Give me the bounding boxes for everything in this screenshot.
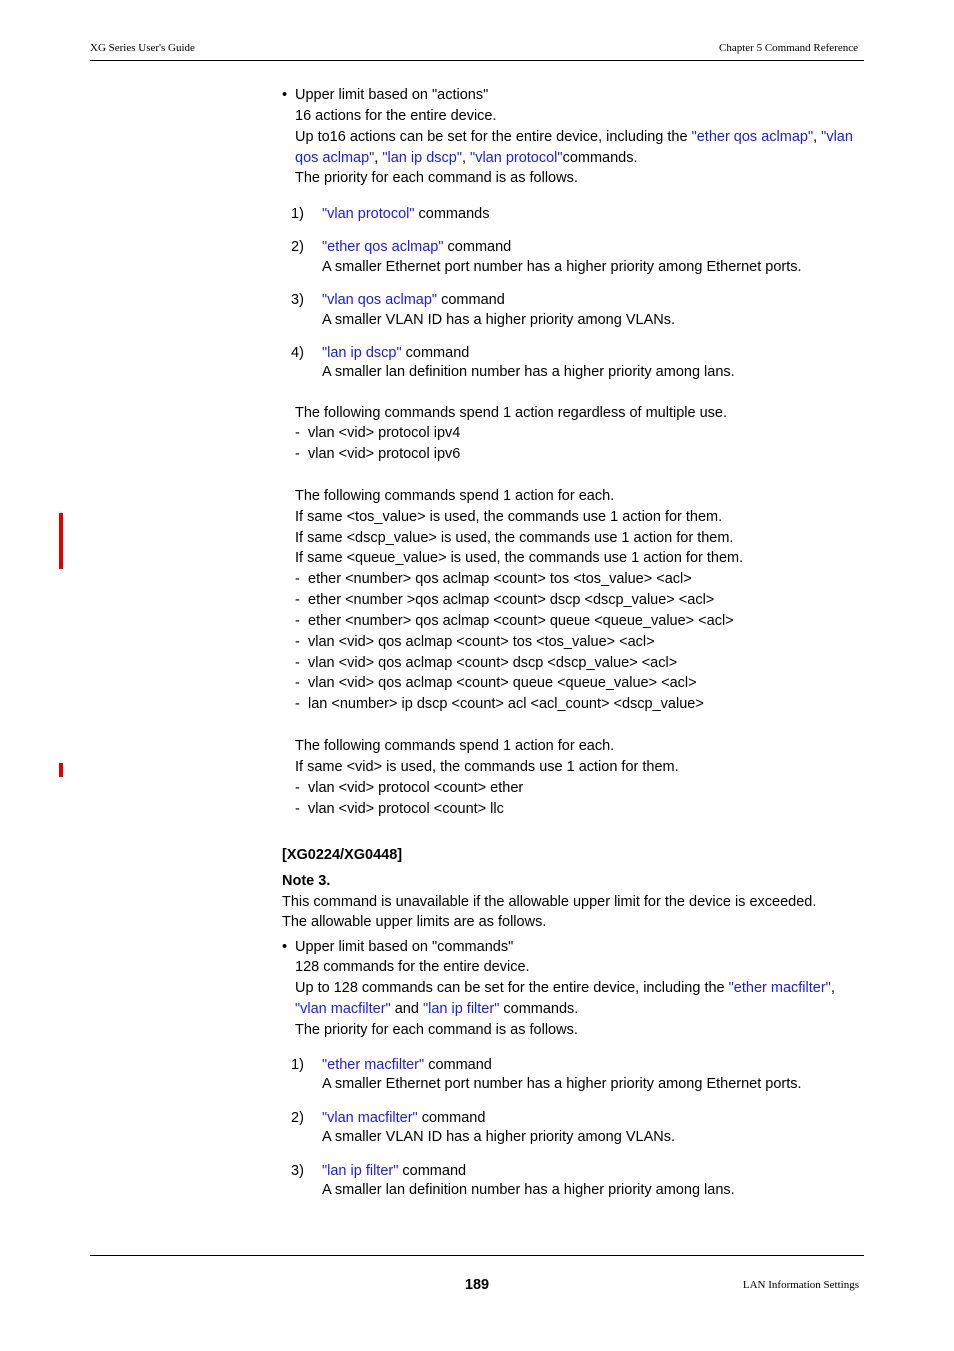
dash-marker: - xyxy=(295,634,300,650)
bullet-marker: • xyxy=(282,939,288,955)
dash-marker: - xyxy=(295,613,300,629)
link-vlan-macfilter[interactable]: "vlan macfilter" xyxy=(322,1110,418,1126)
list-item-desc: A smaller lan definition number has a higher priority among lans. xyxy=(322,1182,735,1198)
change-bar xyxy=(59,513,63,569)
command-item: ether <number> qos aclmap <count> queue <queue_value> <acl> xyxy=(308,613,734,629)
command-item: vlan <vid> qos aclmap <count> tos <tos_value> <acl> xyxy=(308,634,655,650)
list-item: "lan ip filter" command xyxy=(322,1163,467,1179)
list-item-desc: A smaller VLAN ID has a higher priority among VLANs. xyxy=(322,1129,675,1145)
dash-marker: - xyxy=(295,425,300,441)
note-title: Note 3. xyxy=(282,873,331,889)
dash-marker: - xyxy=(295,780,300,796)
command-item: vlan <vid> protocol ipv6 xyxy=(308,446,461,462)
list-item-desc: A smaller Ethernet port number has a higher priority among Ethernet ports. xyxy=(322,1076,802,1092)
dash-marker: - xyxy=(295,592,300,608)
command-item: vlan <vid> protocol <count> llc xyxy=(308,801,504,817)
link-lan-ip-filter[interactable]: "lan ip filter" xyxy=(322,1163,399,1179)
dash-marker: - xyxy=(295,801,300,817)
link-ether-qos-aclmap[interactable]: "ether qos aclmap" xyxy=(691,129,814,145)
list-number: 2) xyxy=(291,1110,304,1126)
body-text: Up to 128 commands can be set for the entire device, including the "ether macfilter", xyxy=(295,980,835,996)
list-item: "vlan protocol" commands xyxy=(322,206,490,222)
command-item: ether <number> qos aclmap <count> tos <tos_value> <acl> xyxy=(308,571,692,587)
group-note: If same <dscp_value> is used, the commands use 1 action for them. xyxy=(295,530,734,546)
body-text: "vlan macfilter" and "lan ip filter" commands. xyxy=(295,1001,579,1017)
group-intro: The following commands spend 1 action for each. xyxy=(295,488,615,504)
group-note: If same <vid> is used, the commands use 1 action for them. xyxy=(295,759,679,775)
list-number: 1) xyxy=(291,206,304,222)
change-bar xyxy=(59,763,63,777)
dash-marker: - xyxy=(295,675,300,691)
body-text: 16 actions for the entire device. xyxy=(295,108,497,124)
link-ether-qos-aclmap[interactable]: "ether qos aclmap" xyxy=(322,239,444,255)
body-text: 128 commands for the entire device. xyxy=(295,959,530,975)
link-lan-ip-dscp[interactable]: "lan ip dscp" xyxy=(322,345,402,361)
link-vlan-qos-aclmap[interactable]: qos aclmap" xyxy=(295,150,375,166)
dash-marker: - xyxy=(295,696,300,712)
link-vlan-protocol[interactable]: "vlan protocol" xyxy=(470,150,563,166)
link-vlan-protocol[interactable]: "vlan protocol" xyxy=(322,206,415,222)
link-vlan-qos-aclmap[interactable]: "vlan xyxy=(821,129,853,145)
body-text: The priority for each command is as follows. xyxy=(295,1022,578,1038)
group-note: If same <tos_value> is used, the commands use 1 action for them. xyxy=(295,509,723,525)
bullet-title: Upper limit based on "commands" xyxy=(295,939,514,955)
running-header-left: XG Series User's Guide xyxy=(90,42,195,54)
page-number: 189 xyxy=(464,1277,490,1293)
link-vlan-macfilter[interactable]: "vlan macfilter" xyxy=(295,1001,391,1017)
command-item: vlan <vid> qos aclmap <count> queue <queue_value> <acl> xyxy=(308,675,697,691)
list-item-desc: A smaller Ethernet port number has a higher priority among Ethernet ports. xyxy=(322,259,802,275)
link-ether-macfilter[interactable]: "ether macfilter" xyxy=(322,1057,425,1073)
list-item-desc: A smaller VLAN ID has a higher priority among VLANs. xyxy=(322,312,675,328)
model-heading: [XG0224/XG0448] xyxy=(282,847,403,863)
group-intro: The following commands spend 1 action for each. xyxy=(295,738,615,754)
list-item: "ether macfilter" command xyxy=(322,1057,492,1073)
list-number: 1) xyxy=(291,1057,304,1073)
dash-marker: - xyxy=(295,446,300,462)
list-item: "ether qos aclmap" command xyxy=(322,239,512,255)
running-header-right: Chapter 5 Command Reference xyxy=(719,42,858,54)
list-item: "vlan macfilter" command xyxy=(322,1110,486,1126)
note-text: This command is unavailable if the allowable upper limit for the device is exceeded. xyxy=(282,894,817,910)
footer-rule xyxy=(90,1255,864,1256)
command-item: lan <number> ip dscp <count> acl <acl_count> <dscp_value> xyxy=(308,696,704,712)
link-lan-ip-dscp[interactable]: "lan ip dscp" xyxy=(382,150,462,166)
list-item-desc: A smaller lan definition number has a higher priority among lans. xyxy=(322,364,735,380)
list-number: 2) xyxy=(291,239,304,255)
group-note: If same <queue_value> is used, the commands use 1 action for them. xyxy=(295,550,744,566)
note-text: The allowable upper limits are as follows. xyxy=(282,914,547,930)
link-vlan-qos-aclmap[interactable]: "vlan qos aclmap" xyxy=(322,292,438,308)
list-number: 3) xyxy=(291,292,304,308)
link-lan-ip-filter[interactable]: "lan ip filter" xyxy=(422,1001,500,1017)
bullet-title: Upper limit based on "actions" xyxy=(295,87,489,103)
command-item: vlan <vid> protocol ipv4 xyxy=(308,425,461,441)
dash-marker: - xyxy=(295,655,300,671)
running-footer-right: LAN Information Settings xyxy=(742,1279,859,1291)
command-item: vlan <vid> protocol <count> ether xyxy=(308,780,524,796)
list-item: "vlan qos aclmap" command xyxy=(322,292,505,308)
command-item: vlan <vid> qos aclmap <count> dscp <dscp_value> <acl> xyxy=(308,655,678,671)
bullet-marker: • xyxy=(282,87,288,103)
group-intro: The following commands spend 1 action regardless of multiple use. xyxy=(295,405,728,421)
list-item: "lan ip dscp" command xyxy=(322,345,470,361)
link-ether-macfilter[interactable]: "ether macfilter" xyxy=(728,980,831,996)
list-number: 4) xyxy=(291,345,304,361)
list-number: 3) xyxy=(291,1163,304,1179)
header-rule xyxy=(90,60,864,61)
body-text: qos aclmap", "lan ip dscp", "vlan protocol"commands. xyxy=(295,150,638,166)
body-text: The priority for each command is as follows. xyxy=(295,170,578,186)
body-text: Up to16 actions can be set for the entire device, including the "ether qos aclmap", "vlan xyxy=(295,129,853,145)
command-item: ether <number >qos aclmap <count> dscp <dscp_value> <acl> xyxy=(308,592,715,608)
dash-marker: - xyxy=(295,571,300,587)
